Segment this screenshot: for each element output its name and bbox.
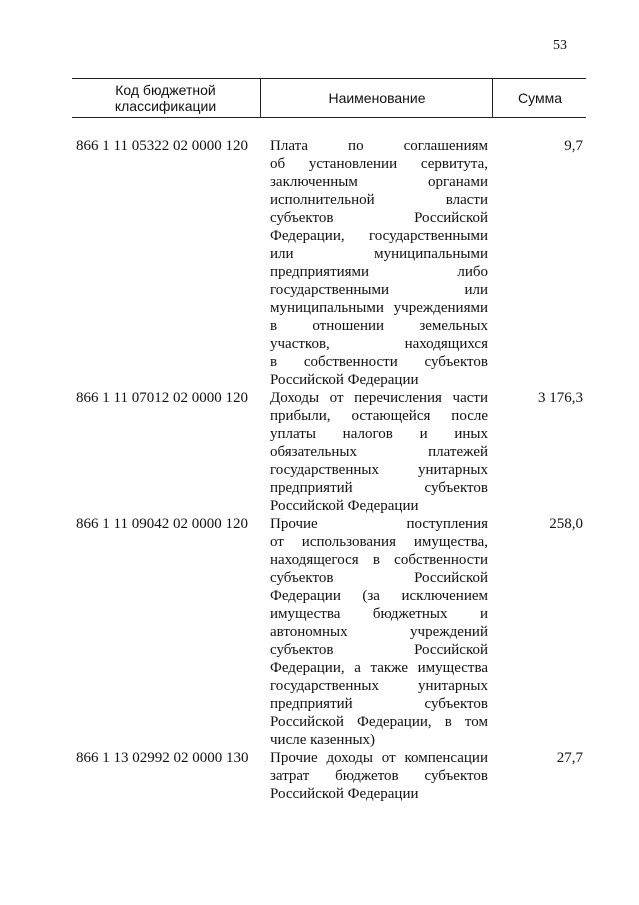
item-name-line: затрат бюджетов субъектов bbox=[270, 768, 488, 784]
table-body bbox=[0, 137, 639, 803]
item-name-line: Федерации, а также имущества bbox=[270, 660, 488, 676]
item-name-line: Федерации, государственными bbox=[270, 228, 488, 244]
item-name-line: автономных учреждений bbox=[270, 624, 488, 640]
header-code: Код бюджетной классификации bbox=[114, 82, 217, 114]
item-name bbox=[270, 515, 488, 749]
item-name bbox=[270, 749, 488, 803]
item-name-line: от использования имущества, bbox=[270, 534, 488, 550]
budget-code: 866 1 11 05322 02 0000 120 bbox=[76, 138, 248, 154]
item-name-line: предприятий субъектов bbox=[270, 696, 488, 712]
item-name-line: государственных унитарных bbox=[270, 678, 488, 694]
sum-value: 3 176,3 bbox=[538, 390, 583, 406]
budget-code: 866 1 11 09042 02 0000 120 bbox=[76, 516, 248, 532]
table-row bbox=[0, 749, 639, 803]
item-name-line: имущества бюджетных и bbox=[270, 606, 488, 622]
item-name-line: Российской Федерации, в том bbox=[270, 714, 488, 730]
sum-value: 258,0 bbox=[549, 516, 583, 532]
item-name-line: об установлении сервитута, bbox=[270, 156, 488, 172]
item-name-line: или муниципальными bbox=[270, 246, 488, 262]
item-name-line: муниципальными учреждениями bbox=[270, 300, 488, 316]
item-name-line: предприятий субъектов bbox=[270, 480, 488, 496]
item-name-line: субъектов Российской bbox=[270, 570, 488, 586]
item-name-line: Прочие доходы от компенсации bbox=[270, 750, 488, 766]
item-name-line: в отношении земельных bbox=[270, 318, 488, 334]
item-name-line: Российской Федерации bbox=[270, 786, 419, 802]
item-name-line: в собственности субъектов bbox=[270, 354, 488, 370]
item-name-line: субъектов Российской bbox=[270, 210, 488, 226]
item-name-line: заключенным органами bbox=[270, 174, 488, 190]
table-header bbox=[72, 78, 586, 118]
item-name-line: обязательных платежей bbox=[270, 444, 488, 460]
table-row bbox=[0, 515, 639, 749]
header-name: Наименование bbox=[260, 79, 493, 117]
header-sum: Сумма bbox=[492, 79, 587, 117]
item-name bbox=[270, 137, 488, 389]
item-name-line: государственными или bbox=[270, 282, 488, 298]
item-name bbox=[270, 389, 488, 515]
item-name-line: числе казенных) bbox=[270, 732, 376, 748]
sum-value: 27,7 bbox=[556, 750, 583, 766]
item-name-line: Российской Федерации bbox=[270, 372, 419, 388]
table-row bbox=[0, 389, 639, 515]
item-name-line: Федерации (за исключением bbox=[270, 588, 488, 604]
item-name-line: предприятиями либо bbox=[270, 264, 488, 280]
item-name-line: Российской Федерации bbox=[270, 498, 419, 514]
item-name-line: прибыли, остающейся после bbox=[270, 408, 488, 424]
table-row bbox=[0, 137, 639, 389]
item-name-line: находящегося в собственности bbox=[270, 552, 488, 568]
budget-code: 866 1 13 02992 02 0000 130 bbox=[76, 750, 249, 766]
item-name-line: субъектов Российской bbox=[270, 642, 488, 658]
item-name-line: Прочие поступления bbox=[270, 516, 488, 532]
item-name-line: исполнительной власти bbox=[270, 192, 488, 208]
item-name-line: государственных унитарных bbox=[270, 462, 488, 478]
item-name-line: Доходы от перечисления части bbox=[270, 390, 488, 406]
item-name-line: Плата по соглашениям bbox=[270, 138, 488, 154]
budget-code: 866 1 11 07012 02 0000 120 bbox=[76, 390, 248, 406]
item-name-line: участков, находящихся bbox=[270, 336, 488, 352]
sum-value: 9,7 bbox=[564, 138, 583, 154]
item-name-line: уплаты налогов и иных bbox=[270, 426, 488, 442]
page-number: 53 bbox=[553, 38, 567, 53]
